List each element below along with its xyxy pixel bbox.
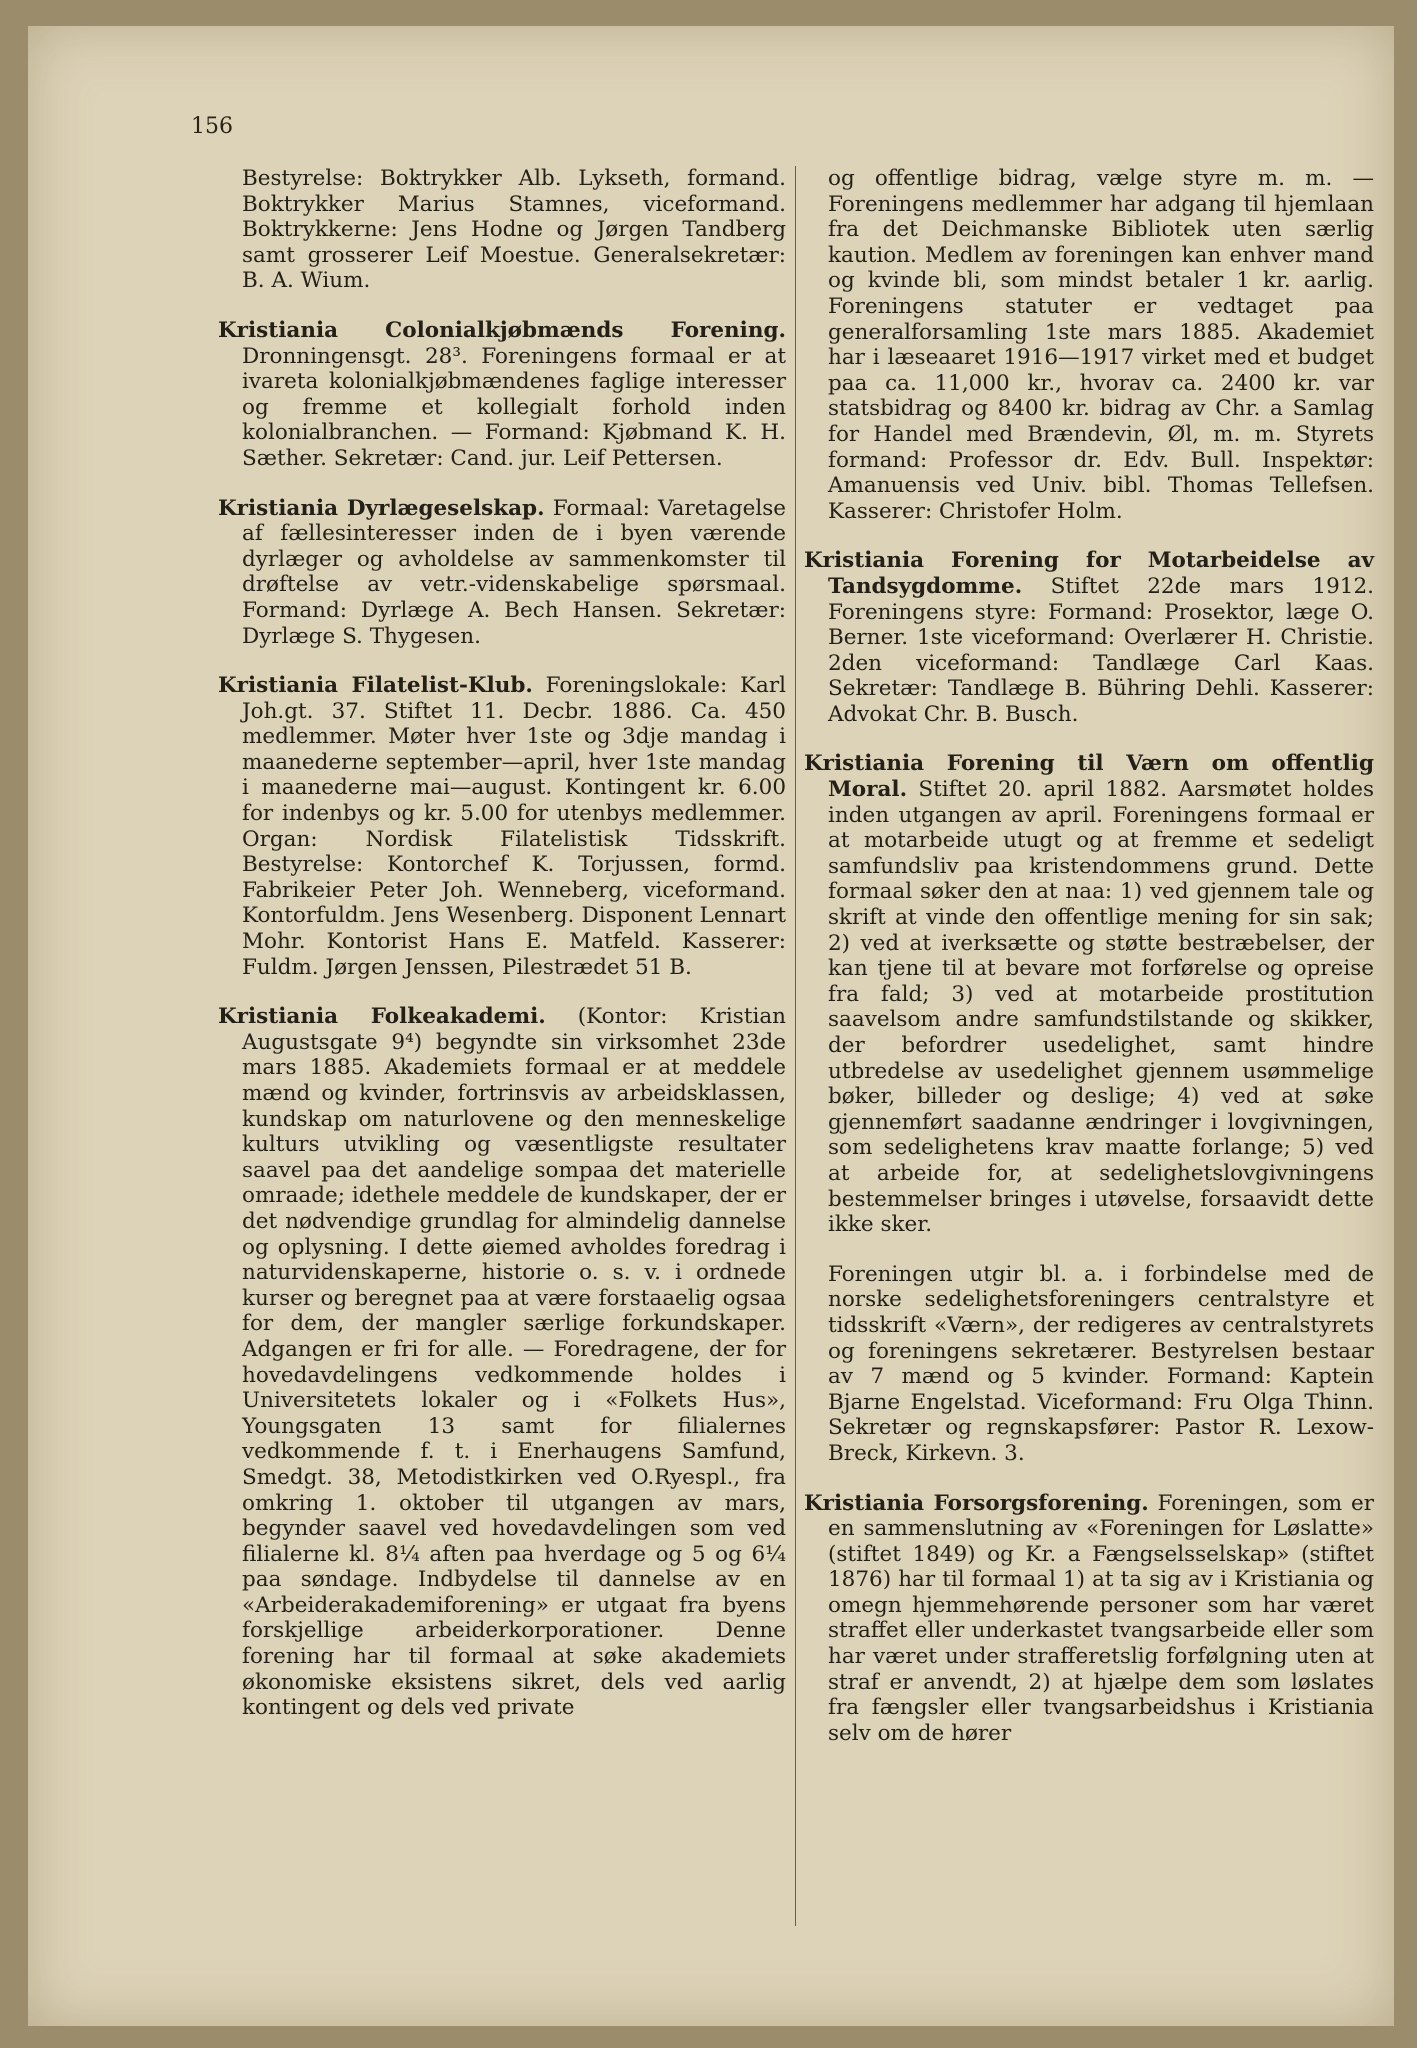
entry-heading: Kristiania Folkeakademi. bbox=[218, 1004, 546, 1030]
entry-heading: Kristiania Dyrlægeselskap. bbox=[218, 495, 545, 521]
entry-body: og offentlige bidrag, vælge styre m. m. — Foreningens medlemmer har adgang til hjemlaan fra det Deichmanske Bibliotek uten særlig kaution. Medlem av foreningen kan enhver mand og kvinde bli, som mindst betaler 1 kr. aarlig. Foreningens statuter er vedtaget paa generalforsamling 1ste mars 1885. Akademiet har i læseaaret 1916—1917 virket med et budget paa ca. 11,000 kr., hvorav ca. 2400 kr. var statsbidrag og 8400 kr. bidrag av Chr. a Samlag for Handel med Brændevin, Øl, m. m. Styrets formand: Professor dr. Edv. Bull. Inspektør: Amanuensis ved Univ. bibl. Thomas Tellefsen. Kasserer: Christofer Holm. bbox=[828, 166, 1374, 524]
directory-entry bbox=[218, 318, 786, 472]
entry-heading: Kristiania Colonialkjøbmænds Forening. bbox=[218, 317, 786, 343]
entry-body: Bestyrelse: Boktrykker Alb. Lykseth, formand. Boktrykker Marius Stamnes, viceformand. Boktrykkerne: Jens Hodne og Jørgen Tandberg samt grosserer Leif Moestue. Generalsekretær: B. A. Wium. bbox=[242, 166, 786, 294]
directory-entry bbox=[804, 166, 1374, 524]
directory-entry bbox=[804, 1491, 1374, 1747]
entry-body: Foreningen utgir bl. a. i forbindelse med de norske sedelighetsforeningers centralstyre et tidsskrift «Værn», der redigeres av centralstyrets og foreningens sekretærer. Bestyrelsen bestaar av 7 mænd og 5 kvinder. Formand: Kaptein Bjarne Engelstad. Viceformand: Fru Olga Thinn. Sekretær og regnskapsfører: Pastor R. Lexow-Breck, Kirkevn. 3. bbox=[828, 1261, 1374, 1466]
entry-body: Stiftet 20. april 1882. Aarsmøtet holdes inden utgangen av april. Foreningens formaal er at motarbeide utugt og at fremme et sedeligt samfundsliv paa kristendommens grund. Dette formaal søker den at naa: 1) ved gjennem tale og skrift at vinde den offentlige mening for sin sak; 2) ved at iverksætte og støtte bestræbelser, der kan tjene til at bevare mot forførelse og opreise fra fald; 3) ved at motarbeide prostitution saavelsom andre samfundstilstande og skikker, der befordrer usedelighet, samt hindre utbredelse av usedelighet gjennem usømmelige bøker, billeder og deslige; 4) ved at søke gjennemført saadanne ændringer i lovgivningen, som sedelighetens krav maatte forlange; 5) ved at arbeide for, at sedelighetslovgivningens bestemmelser bringes i utøvelse, forsaavidt dette ikke sker. bbox=[828, 777, 1374, 1238]
entry-body: Dronningensgt. 28³. Foreningens formaal er at ivareta kolonialkjøbmændenes faglige interesser og fremme et kollegialt forhold inden kolonialbranchen. — Formand: Kjøbmand K. H. Sæther. Sekretær: Cand. jur. Leif Pettersen. bbox=[242, 343, 786, 471]
entry-heading: Kristiania Forsorgsforening. bbox=[804, 1490, 1149, 1516]
directory-entry bbox=[804, 751, 1374, 1237]
entry-heading: Kristiania Filatelist-Klub. bbox=[218, 673, 533, 699]
directory-entry bbox=[218, 166, 786, 294]
entry-heading: Kristiania Forening for Motarbeidelse av Tandsygdomme. bbox=[804, 548, 1374, 599]
page-number: 156 bbox=[191, 114, 233, 139]
left-column bbox=[218, 166, 786, 1745]
directory-entry bbox=[218, 1004, 786, 1721]
entry-body: Foreningen, som er en sammenslutning av «Foreningen for Løslatte» (stiftet 1849) og Kr. a Fængselsselskap» (stiftet 1876) har til formaal 1) at ta sig av i Kristiania og omegn hjemmehørende personer som har været straffet eller underkastet tvangsarbeide eller som har været under strafferetslig forfølgning uten at straf er anvendt, 2) at hjælpe dem som løslates fra fængsler eller tvangsarbeidshus i Kristiania selv om de hører bbox=[828, 1490, 1374, 1746]
directory-entry bbox=[218, 496, 786, 650]
document-page bbox=[28, 26, 1394, 2026]
entry-body: Stiftet 22de mars 1912. Foreningens styre: Formand: Prosektor, læge O. Berner. 1ste viceformand: Overlærer H. Christie. 2den viceformand: Tandlæge Carl Kaas. Sekretær: Tandlæge B. Bühring Dehli. Kasserer: Advokat Chr. B. Busch. bbox=[828, 573, 1374, 727]
directory-entry bbox=[804, 548, 1374, 727]
right-column bbox=[804, 166, 1374, 1770]
column-divider bbox=[795, 166, 796, 1926]
entry-body: Formaal: Varetagelse af fællesinteresser inden de i byen værende dyrlæger og avholdelse av sammenkomster til drøftelse av vetr.-videnskabelige spørsmaal. Formand: Dyrlæge A. Bech Hansen. Sekretær: Dyrlæge S. Thygesen. bbox=[242, 495, 786, 649]
entry-body: (Kontor: Kristian Augustsgate 9⁴) begyndte sin virksomhet 23de mars 1885. Akademiets formaal er at meddele mænd og kvinder, fortrinsvis av arbeidsklassen, kundskap om naturlovene og den menneskelige kulturs utvikling og væsentligste resultater saavel paa det aandelige sompaa det materielle omraade; idethele meddele de kundskaper, der er det nødvendige grundlag for almindelig dannelse og oplysning. I dette øiemed avholdes foredrag i naturvidenskaperne, historie o. s. v. i ordnede kurser og beregnet paa at være forstaaelig ogsaa for dem, der mangler særlige forkundskaper. Adgangen er fri for alle. — Foredragene, der for hovedavdelingens vedkommende holdes i Universitetets lokaler og i «Folkets Hus», Youngsgaten 13 samt for filialernes vedkommende f. t. i Enerhaugens Samfund, Smedgt. 38, Metodistkirken ved O.Ryespl., fra omkring 1. oktober til utgangen av mars, begynder saavel ved hovedavdelingen som ved filialerne kl. 8¼ aften paa hverdage og 5 og 6¼ paa søndage. Indbydelse til dannelse av en «Arbeiderakademiforening» er utgaat fra byens forskjellige arbeiderkorporationer. Denne forening har til formaal at søke akademiets økonomiske eksistens sikret, dels ved aarlig kontingent og dels ved private bbox=[242, 1004, 786, 1721]
entry-body: Foreningslokale: Karl Joh.gt. 37. Stiftet 11. Decbr. 1886. Ca. 450 medlemmer. Møter hver 1ste og 3dje mandag i maanederne september—april, hver 1ste mandag i maanederne mai—august. Kontingent kr. 6.00 for indenbys og kr. 5.00 for utenbys medlemmer. Organ: Nordisk Filatelistisk Tidsskrift. Bestyrelse: Kontorchef K. Torjussen, formd. Fabrikeier Peter Joh. Wenneberg, viceformand. Kontorfuldm. Jens Wesenberg. Disponent Lennart Mohr. Kontorist Hans E. Matfeld. Kasserer: Fuldm. Jørgen Jenssen, Pilestrædet 51 B. bbox=[242, 673, 786, 980]
directory-entry bbox=[804, 1262, 1374, 1467]
directory-entry bbox=[218, 673, 786, 980]
entry-heading: Kristiania Forening til Værn om offentlig Moral. bbox=[804, 751, 1374, 803]
